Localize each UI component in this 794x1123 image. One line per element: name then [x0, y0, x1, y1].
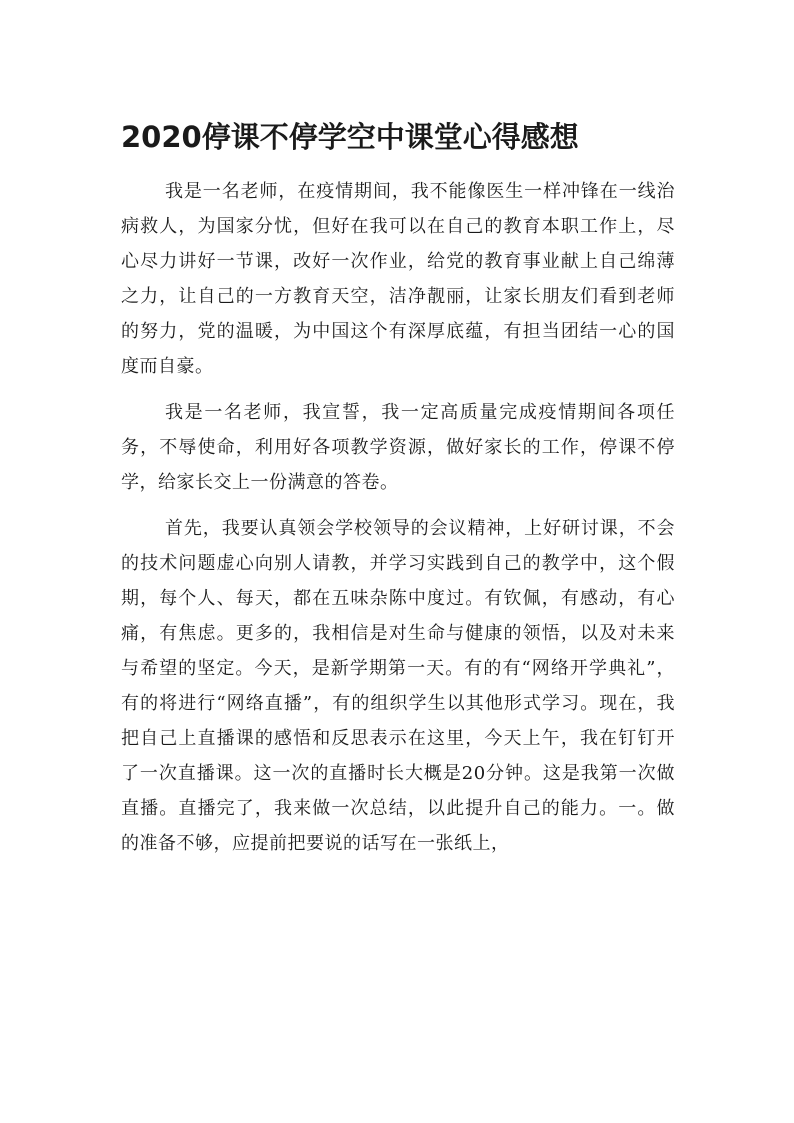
- paragraph-1: 我是一名老师，在疫情期间，我不能像医生一样冲锋在一线治病救人，为国家分忧，但好在我可以在自己的教育本职工作上，尽心尽力讲好一节课，改好一次作业，给党的教育事业献上自己绵薄之力，让自己的一方教育天空，洁净靓丽，让家长朋友们看到老师的努力，党的温暖，为中国这个有深厚底蕴，有担当团结一心的国度而自豪。: [121, 181, 675, 377]
- paragraph-2: 我是一名老师，我宣誓，我一定高质量完成疫情期间各项任务，不辱使命，利用好各项教学资源，做好家长的工作，停课不停学，给家长交上一份满意的答卷。: [121, 402, 675, 493]
- paragraph-3: 首先，我要认真领会学校领导的会议精神，上好研讨课，不会的技术问题虚心向别人请教，并学习实践到自己的教学中，这个假期，每个人、每天，都在五味杂陈中度过。有钦佩，有感动，有心痛，有焦虑。更多的，我相信是对生命与健康的领悟，以及对未来与希望的坚定。今天，是新学期第一天。有的有“网络开学典礼”，有的将进行“网络直播”，有的组织学生以其他形式学习。现在，我把自己上直播课的感悟和反思表示在这里，今天上午，我在钉钉开了一次直播课。这一次的直播时长大概是20分钟。这是我第一次做直播。直播完了，我来做一次总结，以此提升自己的能力。一。做的准备不够，应提前把要说的话写在一张纸上，: [121, 518, 675, 854]
- document-title: 2020停课不停学空中课堂心得感想: [121, 120, 579, 154]
- document-body: [121, 174, 675, 872]
